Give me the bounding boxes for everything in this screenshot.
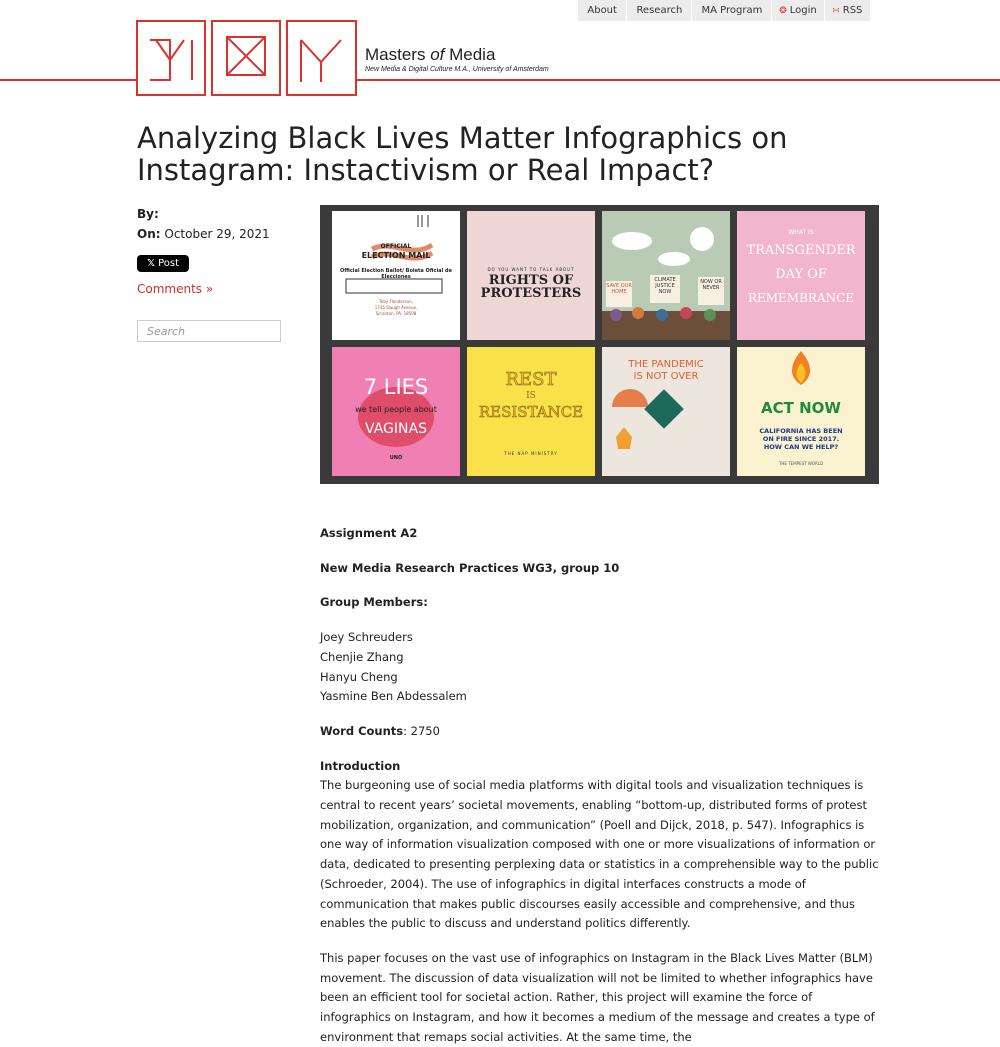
- featured-image: [320, 205, 879, 484]
- search-input[interactable]: [137, 320, 281, 342]
- infographic-act-now: ACT NOW CALIFORNIA HAS BEEN ON FIRE SINCE 2017. HOW CAN WE HELP? THE TEMPEST WORLD: [737, 347, 865, 476]
- nav-ma-program[interactable]: MA Program: [692, 0, 772, 21]
- x-post-button[interactable]: 𝕏 Post: [137, 255, 189, 272]
- intro-paragraph-2: This paper focuses on the vast use of infographics on Instagram in the Black Lives Matter (BLM) movement. The discussion of data visualization will not be limited to whether infographics have been an efficient tool for societal action. Rather, this project will examine the force of infographics on Instagram, and how it becomes a medium of the message and creates a type of environment that remaps social activities. At the same time, the: [320, 950, 875, 1044]
- wordpress-icon: ❂: [779, 5, 787, 16]
- intro-paragraph-1: The burgeoning use of social media platforms with digital tools and visualization techniques is central to recent years’ societal movements, enabling “bottom-up, distributed forms of protest mobilization, organization, and communication” (Poell and Dijck, 2018, p. 547). Infographics is one way of information visualization composed with one or more visualizations of information or data, dedicated to presenting perplexing data or statistics in a comprehensible way to the public (Schroeder, 2004). The use of infographics in digital interfaces constructs a mode of communication that makes public discourses easily accessible and comprehensive, and thus enables the public to discuss and understand politics differently.: [320, 778, 879, 931]
- members-heading: Group Members:: [320, 595, 428, 610]
- author-line: By:: [137, 207, 159, 221]
- member-name: Yasmine Ben Abdessalem: [320, 689, 467, 704]
- site-brand: [365, 45, 549, 73]
- rss-icon: ∺: [832, 5, 840, 16]
- infographic-rest-is-resistance: REST IS RESISTANCE THE NAP MINISTRY: [467, 347, 595, 476]
- nav-rss[interactable]: ∺ RSS: [832, 5, 863, 16]
- word-count-line: Word Counts: 2750: [320, 723, 440, 738]
- nav-login[interactable]: ❂ Login: [772, 0, 824, 21]
- post-date: October 29, 2021: [164, 227, 270, 241]
- site-logo[interactable]: [136, 20, 357, 96]
- member-name: Joey Schreuders: [320, 630, 413, 645]
- site-tagline: New Media & Digital Culture M.A., University of Amsterdam: [365, 66, 549, 73]
- infographic-rights-of-protesters: DO YOU WANT TO TALK ABOUT RIGHTS OF PROTESTERS: [467, 211, 595, 340]
- infographic-climate-protest: SAVE OUR HOME CLIMATE JUSTICE NOW NOW OR NEVER: [602, 211, 730, 340]
- infographic-election-mail: OFFICIAL ELECTION MAIL Official Election Ballot/ Boleta Oficial de Elecciones Toby Flanderson, 1735 Slough Avenue, Scranton, PA, 18508: [332, 211, 460, 340]
- infographic-transgender-day: WHAT IS TRANSGENDER DAY OF REMEMBRANCE: [737, 211, 865, 340]
- date-line: On: October 29, 2021: [137, 227, 270, 241]
- x-icon: 𝕏: [147, 258, 156, 269]
- intro-heading: Introduction: [320, 758, 401, 773]
- top-nav: [578, 0, 870, 21]
- member-name: Chenjie Zhang: [320, 649, 404, 664]
- comments-link[interactable]: Comments »: [137, 282, 214, 296]
- site-name: Masters of Media: [365, 45, 496, 64]
- course-line: New Media Research Practices WG3, group 10: [320, 560, 620, 575]
- member-name: Hanyu Cheng: [320, 669, 398, 684]
- nav-research[interactable]: Research: [627, 0, 692, 21]
- assignment-line: Assignment A2: [320, 526, 418, 540]
- infographic-seven-lies: 7 LIES we tell people about VAGINAS UNO: [332, 347, 460, 476]
- page-title: Analyzing Black Lives Matter Infographics on Instagram: Instactivism or Real Impact?: [137, 121, 788, 187]
- nav-about[interactable]: About: [578, 0, 627, 21]
- article-body: [320, 524, 880, 1047]
- infographic-pandemic-not-over: THE PANDEMIC IS NOT OVER: [602, 347, 730, 476]
